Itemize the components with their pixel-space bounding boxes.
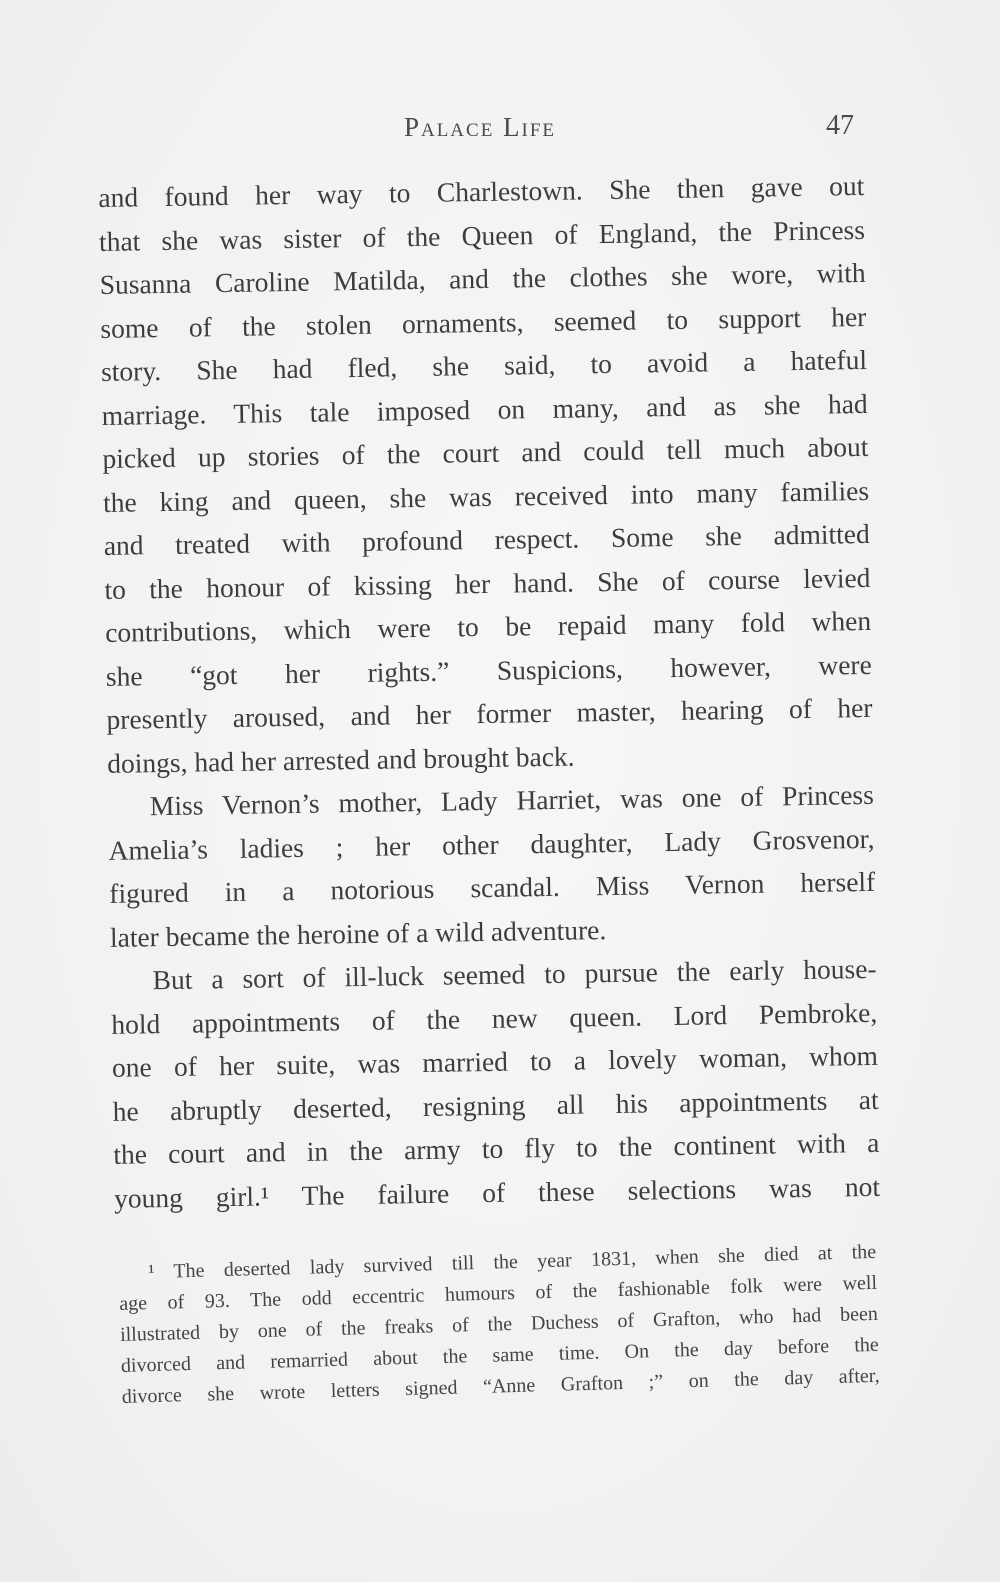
text-line: some of the stolen ornaments, seemed to support her bbox=[100, 300, 867, 344]
running-head bbox=[100, 112, 860, 152]
text-line: figured in a notorious scandal. Miss Vernon herself bbox=[109, 865, 876, 909]
text-line: and treated with profound respect. Some she admitted bbox=[103, 517, 870, 561]
text-line: to the honour of kissing her hand. She of course levied bbox=[104, 561, 871, 605]
text-line: he abruptly deserted, resigning all his appointments at bbox=[112, 1083, 879, 1127]
text-line: the king and queen, she was received into many families bbox=[102, 474, 870, 518]
text-line: But a sort of ill-luck seemed to pursue the early house- bbox=[152, 952, 877, 996]
text-line: and found her way to Charlestown. She then gave out bbox=[98, 169, 865, 213]
footnote-line: age of 93. The odd eccentric humours of the fashionable folk were well bbox=[118, 1271, 878, 1315]
text-line: picked up stories of the court and could tell much about bbox=[102, 430, 869, 474]
text-line: young girl.¹ The failure of these selections was not bbox=[113, 1170, 881, 1214]
text-line: one of her suite, was married to a lovely woman, whom bbox=[111, 1039, 879, 1083]
text-line: marriage. This tale imposed on many, and as she had bbox=[101, 387, 868, 431]
running-title: Palace Life bbox=[403, 112, 557, 142]
text-line: that she was sister of the Queen of England, the Princess bbox=[98, 213, 866, 257]
footnote-line: divorced and remarried about the same time. On the day before the bbox=[120, 1333, 880, 1377]
text-line: story. She had fled, she said, to avoid a hateful bbox=[100, 343, 868, 387]
footnote-line: divorce she wrote letters signed “Anne Grafton ;” on the day after, bbox=[121, 1364, 880, 1408]
text-line: Miss Vernon’s mother, Lady Harriet, was one of Princess bbox=[149, 778, 875, 822]
text-line: contributions, which were to be repaid many fold when bbox=[104, 604, 872, 648]
text-line: doings, had her arrested and brought back. bbox=[106, 740, 575, 779]
body-text bbox=[98, 164, 880, 1220]
footnote bbox=[118, 1237, 880, 1413]
footnote-line: illustrated by one of the freaks of the Duchess of Grafton, who had been bbox=[119, 1302, 879, 1346]
text-line: the court and in the army to fly to the continent with a bbox=[113, 1126, 880, 1170]
text-line: later became the heroine of a wild adventure. bbox=[109, 913, 607, 953]
page-number: 47 bbox=[826, 110, 854, 141]
text-line: Susanna Caroline Matilda, and the clothes she wore, with bbox=[99, 256, 866, 300]
text-line: presently aroused, and her former master, hearing of her bbox=[106, 691, 873, 735]
footnote-line: ¹ The deserted lady survived till the year 1831, when she died at the bbox=[148, 1240, 877, 1284]
text-line: she “got her rights.” Suspicions, however, were bbox=[105, 648, 873, 692]
text-line: hold appointments of the new queen. Lord Pembroke, bbox=[111, 996, 878, 1040]
text-line: Amelia’s ladies ; her other daughter, Lady Grosvenor, bbox=[108, 822, 875, 866]
